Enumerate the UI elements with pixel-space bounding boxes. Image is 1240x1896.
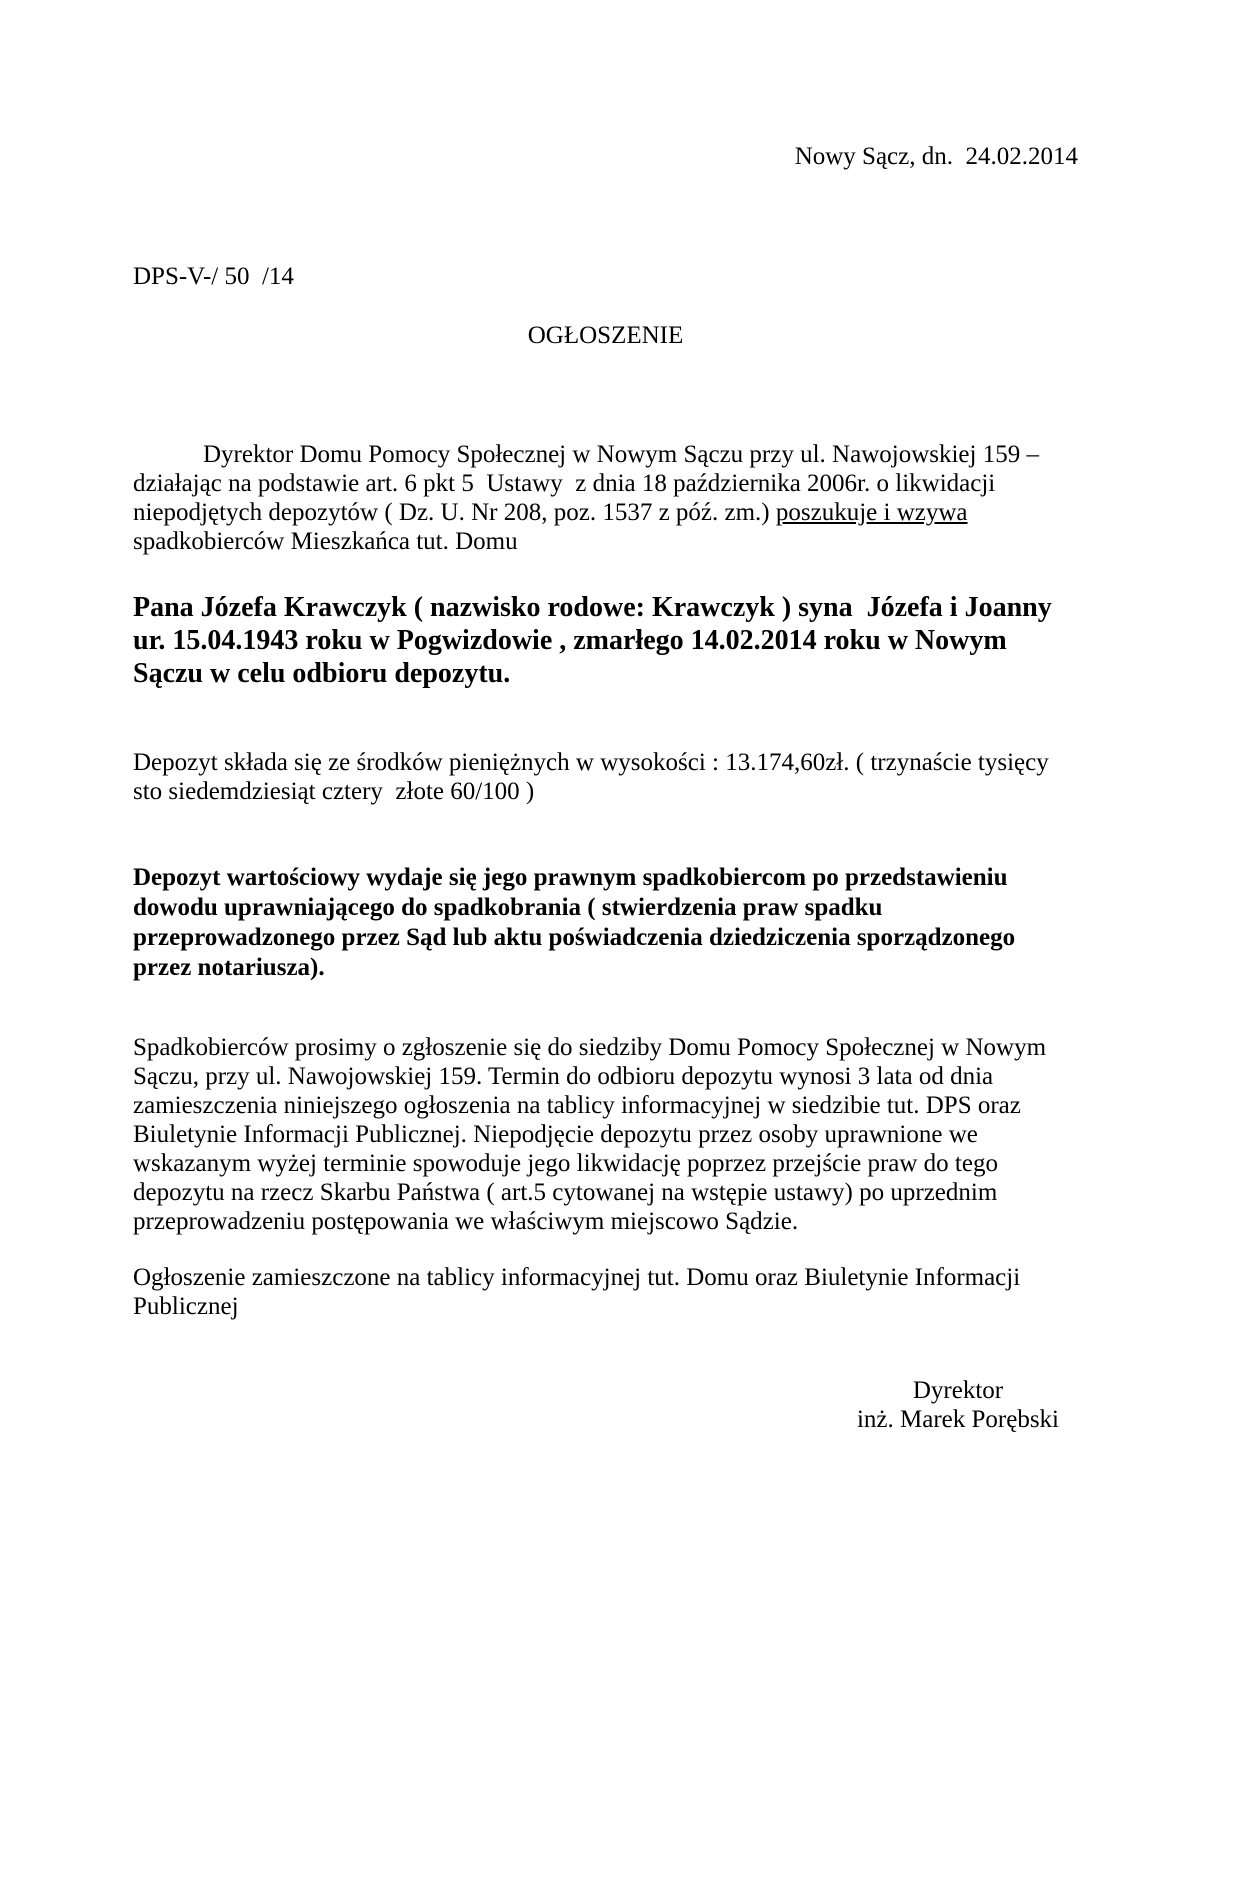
date-line: Nowy Sącz, dn. 24.02.2014 [794,143,1078,170]
signature-name: inż. Marek Porębski [856,1406,1060,1433]
reference-number: DPS-V-/ 50 /14 [133,263,294,290]
deposit-amount-paragraph: Depozyt składa się ze środków pieniężnych w wysokości : 13.174,60zł. ( trzynaście tysięcy sto siedemdziesiąt cztery złote 60/100 ) [133,749,1055,805]
intro-text-before: Dyrektor Domu Pomocy Społecznej w Nowym Sączu przy ul. Nawojowskiej 159 – działając na podstawie art. 6 pkt 5 Ustawy z dnia 18 października 2006r. o likwidacji niepodjętych depozytów ( Dz. U. Nr 208, poz. 1537 z póź. zm.) [133,441,1046,526]
claim-instructions-paragraph: Spadkobierców prosimy o zgłoszenie się do siedziby Domu Pomocy Społecznej w Nowym Sączu, przy ul. Nawojowskiej 159. Termin do odbioru depozytu wynosi 3 lata od dnia zamieszczenia niniejszego ogłoszenia na tablicy informacyjnej w siedzibie tut. DPS oraz Biuletynie Informacji Publicznej. Niepodjęcie depozytu przez osoby uprawnione we wskazanym wyżej terminie spowoduje jego likwidację poprzez przejście praw do tego depozytu na rzecz Skarbu Państwa ( art.5 cytowanej na wstępie ustawy) po uprzednim przeprowadzeniu postępowania we właściwym miejscowo Sądzie. [133,1034,1053,1235]
document-page [0,142,1240,1896]
release-terms-paragraph: Depozyt wartościowy wydaje się jego prawnym spadkobiercom po przedstawieniu dowodu uprawniającego do spadkobrania ( stwierdzenia praw spadku przeprowadzonego przez Sąd lub aktu poświadczenia dziedziczenia sporządzonego przez notariusza). [133,864,1022,981]
publication-note: Ogłoszenie zamieszczone na tablicy informacyjnej tut. Domu oraz Biuletynie Informacji Publicznej [133,1264,1027,1320]
intro-paragraph [133,440,1078,556]
document-title: OGŁOSZENIE [527,322,684,349]
underlined-phrase: poszukuje i wzywa [775,499,968,526]
intro-text-after: spadkobierców Mieszkańca tut. Domu [133,499,974,555]
signature-role: Dyrektor [912,1377,1004,1404]
signature-block [783,1376,1133,1434]
subject-heading: Pana Józefa Krawczyk ( nazwisko rodowe: Krawczyk ) syna Józefa i Joanny ur. 15.04.1943 roku w Pogwizdowie , zmarłego 14.02.2014 roku w Nowym Sączu w celu odbioru depozytu. [133,592,1059,689]
